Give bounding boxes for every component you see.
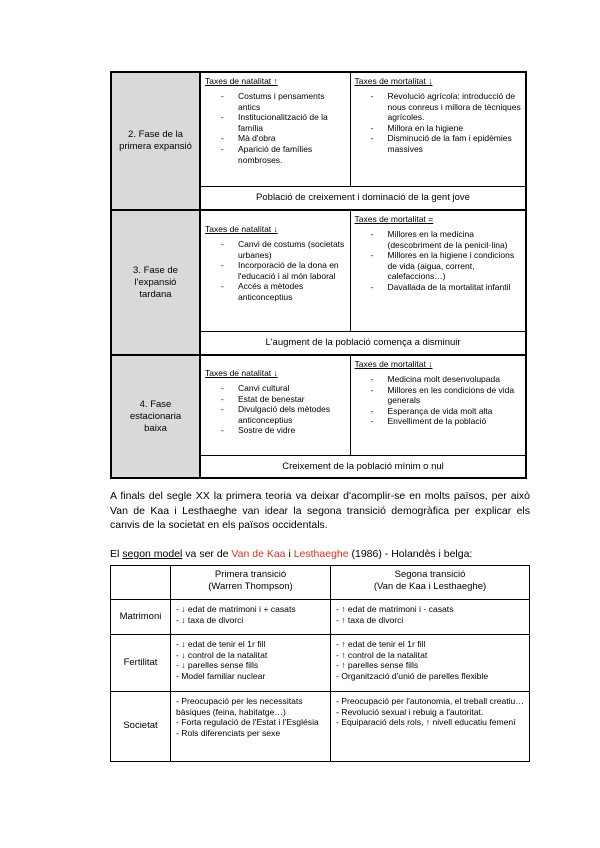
phase-row [111,72,526,186]
list-item: - Millores en la higiene i condicions de vida (aigua, corrent, calefaccions…) [388,250,522,282]
phase-result: Creixement de la població mínim o nul [200,455,526,478]
list-item: - Millora en la higiene [388,123,522,134]
cell-line: - ↓ parelles sense fills [176,660,259,671]
list-item: - Medicina molt desenvolupada [388,374,522,385]
list-item: - Accés a mètodes anticonceptius [238,281,346,302]
cell-line: - Preocupació per les necessitats bàsiques (feina, habitatge…) [176,696,303,717]
mortality-heading: Taxes de mortalitat ↓ [354,359,433,369]
list-item: - Disminució de la fam i epidèmies massives [388,133,522,154]
natality-heading: Taxes de natalitat ↓ [205,224,278,234]
cell-line: - ↓ taxa de divorci [176,614,244,625]
table-row [111,635,530,692]
cell-line: - Forta regulació de l'Estat i l'Església [176,717,319,728]
cell-line: - ↓ edat de matrimoni i + casats [176,604,296,614]
model-line-text: va ser de [182,548,232,560]
table-row [111,566,530,600]
model-cell [331,692,530,762]
list-item: - Incorporació de la dona en l'educació i al món laboral [238,260,346,281]
list-item: - Divulgació dels mètodes anticonceptius [238,404,346,425]
column-subtitle: (Warren Thompson) [208,580,293,592]
mortality-list [351,229,526,293]
row-label: Fertilitat [111,635,171,692]
list-item: - Millores en les condicions de vida generals [388,385,522,406]
list-item: - Davallada de la mortalitat infantil [388,282,522,293]
column-title: Segona transició [394,569,466,580]
list-item: - Esperança de vida molt alta [388,406,522,417]
phase-row [111,210,526,331]
table-row [111,692,530,762]
column-header [171,566,331,600]
model-cell [331,600,530,635]
natality-cell [200,210,350,331]
list-item: - Aparició de famílies nombroses. [238,144,346,165]
model-author: Lesthaeghe [293,548,349,560]
cell-line: - Organització d'unió de parelles flexible [336,671,489,682]
model-line-text: El [110,548,123,560]
list-item: - Canvi de costums (societats urbanes) [238,239,346,260]
natality-cell [200,355,350,455]
natality-cell [200,72,350,186]
column-title: Primera transició [214,569,287,580]
list-item: - Envelliment de la població [388,416,522,427]
model-cell [171,692,331,762]
mortality-list [351,374,526,427]
natality-list [201,91,350,165]
model-line [110,547,530,562]
mortality-heading: Taxes de mortalitat ↓ [354,76,433,86]
cell-line: - ↑ edat de matrimoni i - casats [336,604,454,614]
cell-line: - Model familiar nuclear [176,671,266,682]
phase-result: Població de creixement i dominació de la gent jove [200,186,526,210]
cell-line: - Rols diferenciats per sexe [176,728,281,739]
model-cell [171,600,331,635]
mortality-cell [350,210,526,331]
phase-result: L'augment de la població comença a disminuir [200,331,526,355]
list-item: - Institucionalització de la família [238,112,346,133]
list-item: - Mà d'obra [238,133,346,144]
natality-list [201,383,350,436]
mortality-list [351,91,526,155]
cell-line: - Preocupació per l'autonomia, el treball creatiu… [336,696,524,706]
phase-row [111,355,526,455]
list-item: - Canvi cultural [238,383,346,394]
cell-line: - ↑ parelles sense fills [336,660,419,671]
model-line-text: i [285,548,294,560]
table-row [111,600,530,635]
list-item: - Estat de benestar [238,394,346,405]
list-item: - Sostre de vidre [238,425,346,436]
row-label: Matrimoni [111,600,171,635]
models-table [110,565,530,762]
cell-line: - ↑ edat de tenir el 1r fill [336,639,426,649]
cell-line: - ↑ taxa de divorci [336,614,404,625]
cell-line: - ↑ control de la natalitat [336,649,428,660]
mortality-cell [350,72,526,186]
model-line-text: segon model [122,548,183,560]
mortality-cell [350,355,526,455]
phase-label: 2. Fase de la primera expansió [111,72,200,210]
column-header [331,566,530,600]
model-cell [171,635,331,692]
list-item: - Costums i pensaments antics [238,91,346,112]
cell-line: - ↓ edat de tenir el 1r fill [176,639,266,649]
model-line-text: (1986) - Holandès i belga: [348,548,473,560]
model-cell [331,635,530,692]
corner-cell [111,566,171,600]
natality-list [201,239,350,303]
natality-heading: Taxes de natalitat ↑ [205,76,278,86]
natality-heading: Taxes de natalitat ↓ [205,368,278,378]
row-label: Societat [111,692,171,762]
list-item: - Revolució agrícola: introducció de nous conreus i millora de tècniques agrícoles. [388,91,522,123]
cell-line: - Equiparació dels rols, ↑ nivell educatiu femení [336,717,516,728]
phases-table [110,71,527,479]
phase-label: 4. Fase estacionaria baixa [111,355,200,478]
model-author: Van de Kaa [231,548,286,560]
phase-label: 3. Fase de l'expansió tardana [111,210,200,355]
cell-line: - Revolució sexual i rebuig a l'autoritat. [336,706,484,717]
column-subtitle: (Van de Kaa i Lesthaeghe) [373,580,487,592]
mortality-heading: Taxes de mortalitat = [354,214,434,224]
cell-line: - ↓ control de la natalitat [176,649,268,660]
list-item: - Millores en la medicina (descobriment de la penicil·lina) [388,229,522,250]
intro-paragraph: A finals del segle XX la primera teoria va deixar d'acomplir-se en molts països, per això Van de Kaa i Lesthaeghe van idear la segona transició demogràfica per explicar els canvis de la societat en els països occidentals. [110,490,530,531]
